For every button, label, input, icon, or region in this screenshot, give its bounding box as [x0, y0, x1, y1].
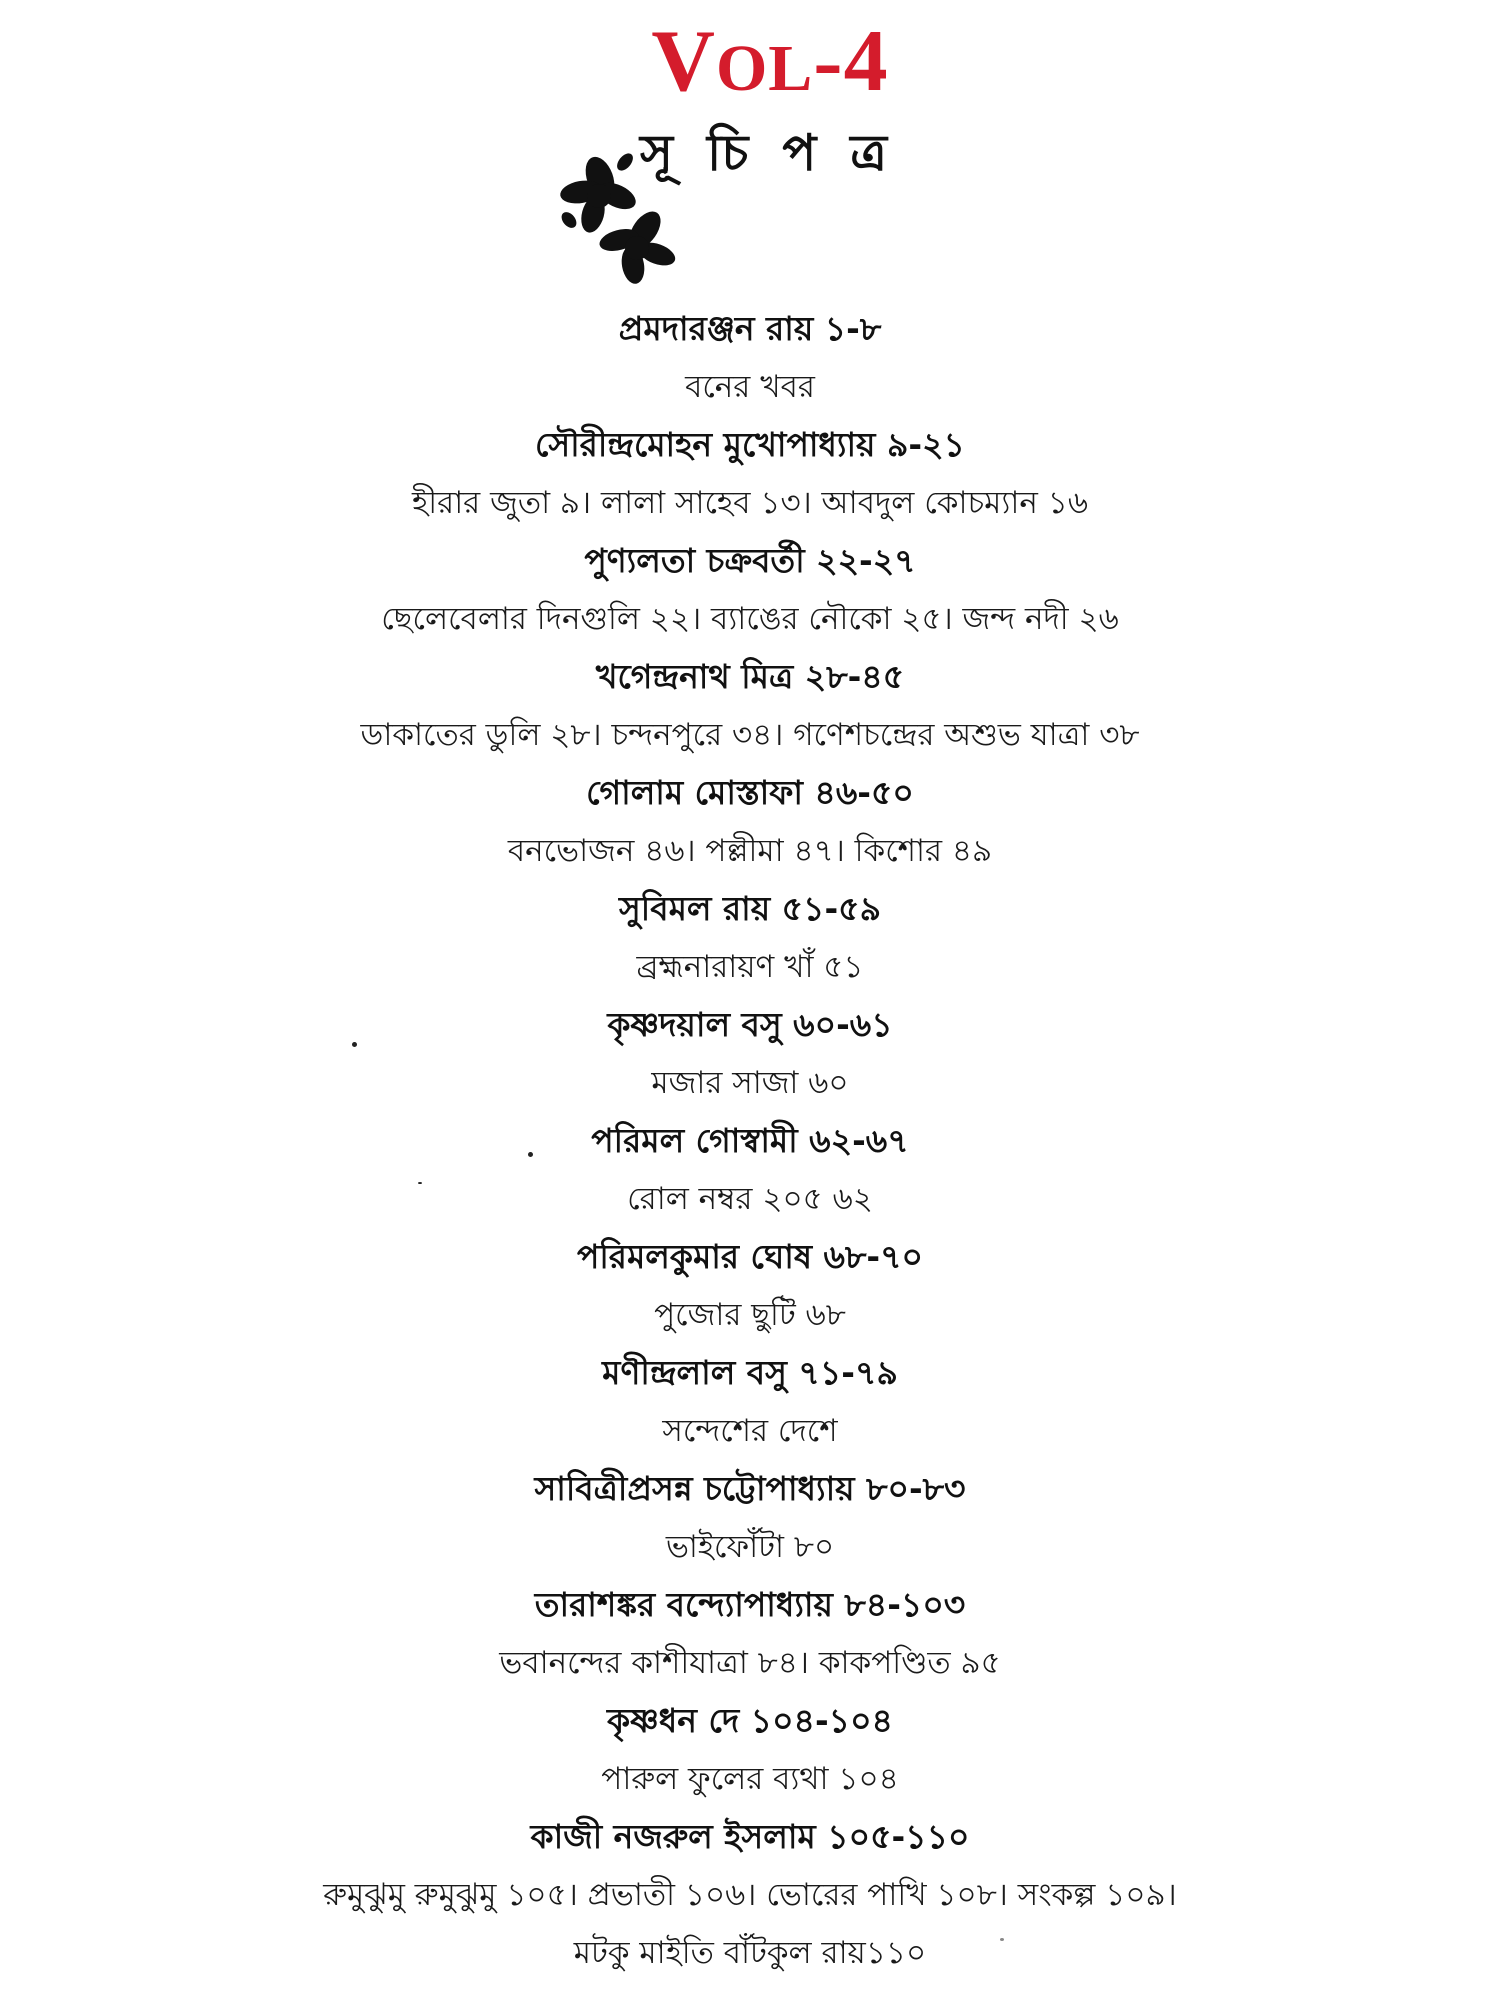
toc-works-line: রোল নম্বর ২০৫ ৬২ [627, 1181, 873, 1217]
contents-heading: সূচিপত্র [640, 124, 921, 182]
toc-works-line: পারুল ফুলের ব্যথা ১০৪ [601, 1761, 899, 1797]
toc-author-line: কাজী নজরুল ইসলাম ১০৫-১১০ [530, 1817, 970, 1856]
toc-author-line: কৃষ্ণধন দে ১০৪-১০৪ [607, 1701, 893, 1740]
black-flower-icon [545, 140, 695, 285]
scan-speck [352, 1042, 357, 1047]
scan-speck [1000, 1938, 1004, 1941]
toc-author-line: পরিমল গোস্বামী ৬২-৬৭ [591, 1121, 909, 1160]
scan-speck [418, 1182, 422, 1184]
toc-works-line: সন্দেশের দেশে [662, 1413, 838, 1449]
toc-works-line: মজার সাজা ৬০ [651, 1065, 849, 1101]
volume-title-initial: V [651, 13, 716, 110]
scan-speck [528, 1152, 533, 1157]
toc-author-line: খগেন্দ্রনাথ মিত্র ২৮-৪৫ [595, 657, 905, 696]
toc-works-line: ডাকাতের ডুলি ২৮। চন্দনপুরে ৩৪। গণেশচন্দ্রের অশুভ যাত্রা ৩৮ [360, 717, 1140, 753]
volume-title-smallcaps: OL [715, 32, 814, 105]
toc-works-line: রুমুঝুমু রুমুঝুমু ১০৫। প্রভাতী ১০৬। ভোরের পাখি ১০৮। সংকল্প ১০৯। [323, 1877, 1177, 1913]
toc-author-line: তারাশঙ্কর বন্দ্যোপাধ্যায় ৮৪-১০৩ [534, 1585, 966, 1624]
toc-author-line: পুণ্যলতা চক্রবর্তী ২২-২৭ [584, 541, 916, 580]
volume-title [0, 12, 1500, 119]
toc-author-line: কৃষ্ণদয়াল বসু ৬০-৬১ [607, 1005, 893, 1044]
toc-works-line-continued: মটকু মাইতি বাঁটকুল রায়১১০ [573, 1935, 927, 1971]
volume-title-number: -4 [813, 13, 889, 110]
toc-works-line: হীরার জুতা ৯। লালা সাহেব ১৩। আবদুল কোচম্যান ১৬ [411, 485, 1088, 521]
toc-author-line: সাবিত্রীপ্রসন্ন চট্টোপাধ্যায় ৮০-৮৩ [534, 1469, 966, 1508]
toc-author-line: প্রমদারঞ্জন রায় ১-৮ [618, 309, 882, 348]
toc-author-line: মণীন্দ্রলাল বসু ৭১-৭৯ [602, 1353, 898, 1392]
contents-list [0, 300, 1500, 1982]
toc-author-line: সৌরীন্দ্রমোহন মুখোপাধ্যায় ৯-২১ [535, 425, 965, 464]
toc-author-line: গোলাম মোস্তাফা ৪৬-৫০ [586, 773, 914, 812]
toc-author-line: সুবিমল রায় ৫১-৫৯ [618, 889, 881, 928]
toc-works-line: বনভোজন ৪৬। পল্লীমা ৪৭। কিশোর ৪৯ [507, 833, 993, 869]
toc-author-line: পরিমলকুমার ঘোষ ৬৮-৭০ [576, 1237, 924, 1276]
toc-works-line: ভাইফোঁটা ৮০ [665, 1529, 835, 1565]
toc-works-line: বনের খবর [685, 369, 815, 405]
toc-works-line: ভবানন্দের কাশীযাত্রা ৮৪। কাকপণ্ডিত ৯৫ [499, 1645, 1001, 1681]
toc-works-line: পুজোর ছুটি ৬৮ [654, 1297, 846, 1333]
toc-works-line: ছেলেবেলার দিনগুলি ২২। ব্যাঙের নৌকো ২৫। জন্দ নদী ২৬ [381, 601, 1119, 637]
toc-works-line: ব্রহ্মনারায়ণ খাঁ ৫১ [636, 949, 864, 985]
